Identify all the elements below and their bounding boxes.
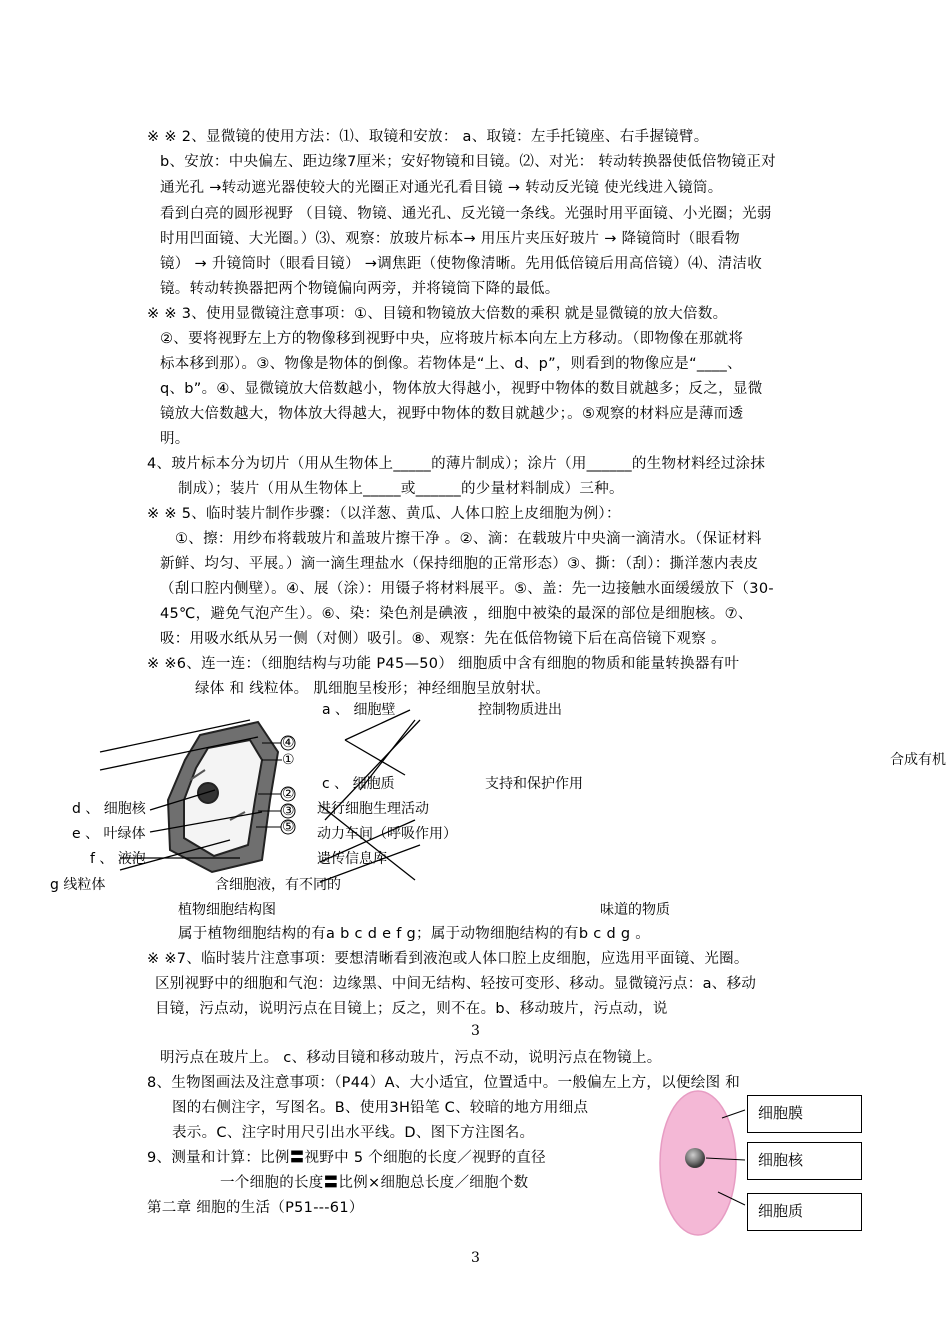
text-line-13: 明。 bbox=[160, 431, 190, 447]
text-line-14: 4、玻片标本分为切片（用从生物体上_____的薄片制成）；涂片（用______的生物材料经过涂抹 bbox=[147, 456, 766, 472]
page-number: 3 bbox=[471, 1250, 480, 1266]
match-left-vacuole: f 、 液泡 bbox=[90, 851, 146, 867]
text-line-21: 吸：用吸水纸从另一侧（对侧）吸引。⑧、观察：先在低倍物镜下后在高倍镜下观察 。 bbox=[160, 631, 726, 647]
text-line-6: 镜） → 升镜筒时（眼看目镜） →调焦距（使物像清晰。先用低倍镜后用高倍镜）⑷、清洁收 bbox=[160, 256, 763, 272]
text-line-25: ※ ※7、临时装片注意事项：要想清晰看到液泡或人体口腔上皮细胞，应选用平面镜、光圈。 bbox=[147, 951, 749, 967]
text-line-7: 镜。转动转换器把两个物镜偏向两旁，并将镜筒下降的最低。 bbox=[160, 281, 560, 297]
text-line-32: 9、测量和计算：比例〓视野中 5 个细胞的长度／视野的直径 bbox=[147, 1150, 546, 1166]
text-line-4: 看到白亮的圆形视野 （目镜、物镜、通光孔、反光镜一条线。光强时用平面镜、小光圈；光弱 bbox=[160, 206, 772, 222]
text-line-27: 目镜，污点动，说明污点在目镜上；反之，则不在。b、移动玻片，污点动，说 bbox=[155, 1001, 668, 1017]
match-right-synthesis: 合成有机 bbox=[890, 752, 946, 768]
match-left-chloroplast: e 、 叶绿体 bbox=[72, 826, 146, 842]
text-line-9: ②、要将视野左上方的物像移到视野中央，应将玻片标本向左上方移动。（即物像在那就将 bbox=[160, 331, 744, 347]
text-line-16: ※ ※ 5、临时装片制作步骤：（以洋葱、黄瓜、人体口腔上皮细胞为例）： bbox=[147, 506, 621, 522]
text-line-2: b、安放：中央偏左、距边缘7厘米；安好物镜和目镜。⑵、对光： 转动转换器使低倍物镜正对 bbox=[160, 154, 776, 170]
text-line-8: ※ ※ 3、使用显微镜注意事项：①、目镜和物镜放大倍数的乘积 就是显微镜的放大倍数。 bbox=[147, 306, 728, 322]
text-line-11: q、b”。④、显微镜放大倍数越小，物体放大得越小，视野中物体的数目就越多；反之，显微 bbox=[160, 381, 763, 397]
text-line-18: 新鲜、均匀、平展。）滴一滴生理盐水（保持细胞的正常形态）③、撕：（刮）：撕洋葱内表皮 bbox=[160, 556, 759, 572]
text-line-26: 区别视野中的细胞和气泡：边缘黑、中间无结构、轻按可变形、移动。显微镜污点：a、移动 bbox=[155, 976, 757, 992]
match-mid-life-activity: 进行细胞生理活动 bbox=[317, 801, 429, 817]
match-right-control: 控制物质进出 bbox=[478, 702, 562, 718]
label-cell-membrane: 细胞膜 bbox=[747, 1095, 862, 1133]
text-line-3: 通光孔 →转动遮光器使较大的光圈正对通光孔看目镜 → 转动反光镜 使光线进入镜筒。 bbox=[160, 180, 723, 196]
callout-2: ② bbox=[282, 786, 295, 802]
match-left-mitochondria: g 线粒体 bbox=[50, 877, 106, 893]
text-line-1: ※ ※ 2、显微镜的使用方法：⑴、取镜和安放： a、取镜：左手托镜座、右手握镜臂。 bbox=[147, 129, 709, 145]
text-line-17: ①、擦：用纱布将载玻片和盖玻片擦干净 。②、滴：在载玻片中央滴一滴清水。（保证材料 bbox=[175, 531, 762, 547]
match-left-nucleus: d 、 细胞核 bbox=[72, 801, 146, 817]
text-line-10: 标本移到那）。③、物像是物体的倒像。若物体是“上、d、p”，则看到的物像应是“____、 bbox=[160, 356, 742, 372]
text-line-15: 制成）；装片（用从生物体上_____或______的少量材料制成）三种。 bbox=[178, 481, 624, 497]
callout-5: ⑤ bbox=[282, 819, 295, 835]
inner-page-number: 3 bbox=[471, 1023, 480, 1039]
text-line-30: 图的右侧注字，写图名。B、使用3H铅笔 C、较暗的地方用细点 bbox=[172, 1100, 589, 1116]
text-line-5: 时用凹面镜、大光圈。）⑶、观察：放玻片标本→ 用压片夹压好玻片 → 降镜筒时（眼看物 bbox=[160, 231, 740, 247]
label-cell-nucleus: 细胞核 bbox=[747, 1142, 862, 1180]
text-line-20: 45℃，避免气泡产生）。⑥、染：染色剂是碘液 ，细胞中被染的最深的部位是细胞核。⑦、 bbox=[160, 606, 753, 622]
callout-1: ① bbox=[282, 752, 295, 768]
text-line-19: （刮口腔内侧壁）。④、展（涂）：用镊子将材料展平。⑤、盖：先一边接触水面缓缓放下（30- bbox=[160, 581, 774, 597]
text-line-33: 一个细胞的长度〓比例×细胞总长度／细胞个数 bbox=[220, 1175, 529, 1191]
match-right-taste: 味道的物质 bbox=[600, 902, 670, 918]
text-line-23: 绿体 和 线粒体。 肌细胞呈梭形；神经细胞呈放射状。 bbox=[195, 681, 551, 697]
label-cell-cytoplasm: 细胞质 bbox=[747, 1193, 862, 1231]
text-line-31: 表示。C、注字时用尺引出水平线。D、图下方注图名。 bbox=[172, 1125, 535, 1141]
text-line-29: 8、生物图画法及注意事项：（P44）A、大小适宜，位置适中。一般偏左上方，以便绘图 和 bbox=[147, 1075, 741, 1091]
match-mid-power: 动力车间（呼吸作用） bbox=[317, 826, 457, 842]
text-line-34: 第二章 细胞的生活（P51---61） bbox=[147, 1200, 364, 1216]
text-line-28: 明污点在玻片上。 c、移动目镜和移动玻片，污点不动，说明污点在物镜上。 bbox=[160, 1050, 662, 1066]
callout-4: ④ bbox=[282, 735, 295, 751]
figure-caption: 植物细胞结构图 bbox=[178, 902, 276, 918]
text-line-24: 属于植物细胞结构的有a b c d e f g；属于动物细胞结构的有b c d g 。 bbox=[178, 926, 651, 942]
text-line-12: 镜放大倍数越大，物体放大得越大，视野中物体的数目就越少；。⑤观察的材料应是薄而透 bbox=[160, 406, 744, 422]
text-line-22: ※ ※6、连一连：（细胞结构与功能 P45—50） 细胞质中含有细胞的物质和能量转换器有叶 bbox=[147, 656, 740, 672]
match-right-support: 支持和保护作用 bbox=[485, 776, 583, 792]
match-mid-genetic: 遗传信息库 bbox=[317, 851, 387, 867]
match-mid-cytoplasm: c 、 细胞质 bbox=[322, 776, 395, 792]
callout-3: ③ bbox=[282, 803, 295, 819]
match-mid-cell-wall: a 、 细胞壁 bbox=[322, 702, 396, 718]
match-mid-cell-sap: 含细胞液，有不同的 bbox=[215, 877, 341, 893]
